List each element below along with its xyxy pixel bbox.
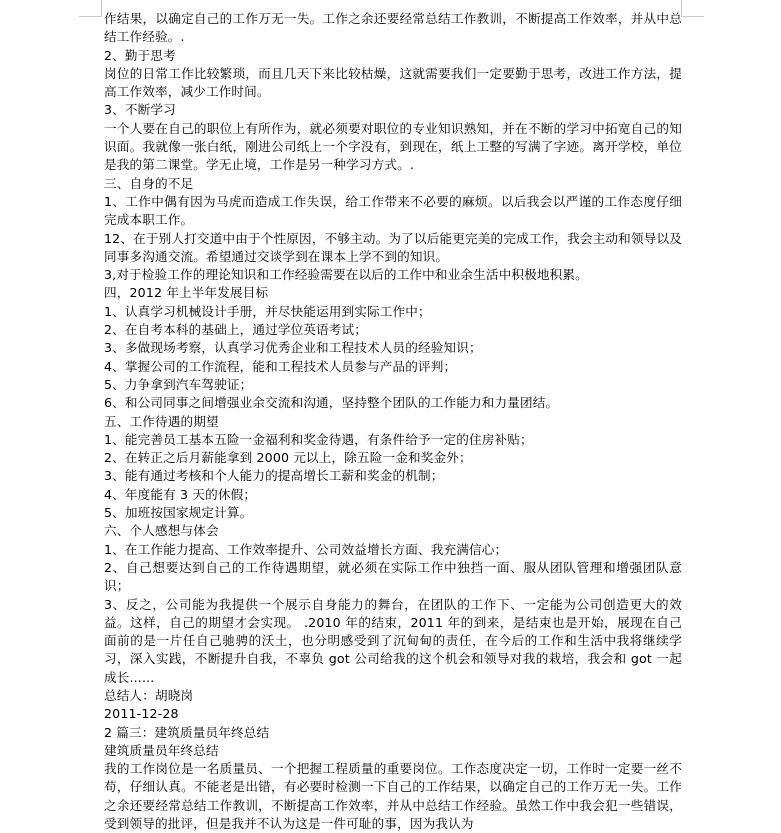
page-corner-mark-left [79,0,102,17]
list-item: 1、在工作能力提高、工作效率提升、公司效益增长方面、我充满信心； [104,541,508,557]
list-item: 1、能完善员工基本五险一金福利和奖金待遇，有条件给予一定的住房补贴； [104,431,533,447]
paragraph: 一个人要在自己的职位上有所作为，就必须要对职位的专业知识熟知，并在不断的学习中拓宽自己的知识面。我就像一张白纸，刚进公司纸上一个字没有，到现在，纸上工整的写满了字迹。离开学校，单位是我的第二课堂。学无止境，工作是另一种学习方式。. [104,120,682,173]
section-heading-reflections: 六、个人感想与体会 [104,523,219,539]
author-line: 总结人：胡晓岗 [104,687,194,703]
page-corner-mark-right [681,0,704,17]
section-heading-expectations: 五、工作待遇的期望 [104,413,219,429]
list-item: 2、在转正之后月薪能拿到 2000 元以上，除五险一金和奖金外； [104,450,472,466]
list-item: 12、在于别人打交道中由于个性原因，不够主动。为了以后能更完美的完成工作，我会主动和领导以及同事多沟通交流。希望通过交谈学到在课本上学不到的知识。 [104,230,682,264]
list-item: 6、和公司同事之间增强业余交流和沟通，坚持整个团队的工作能力和力量团结。 [104,395,559,411]
article-heading: 2 篇三：建筑质量员年终总结 [104,724,270,740]
section-heading-shortcomings: 三、自身的不足 [104,175,194,191]
list-item: 4、掌握公司的工作流程，能和工程技术人员参与产品的评判； [104,358,457,374]
list-item: 1、认真学习机械设计手册，并尽快能运用到实际工作中； [104,303,431,319]
paragraph: 作结果，以确定自己的工作万无一失。工作之余还要经常总结工作教训，不断提高工作效率，并从中总结工作经验。. [104,11,682,45]
list-item: 3、能有通过考核和个人能力的提高增长工薪和奖金的机制； [104,468,444,484]
heading-diligent-thinking: 2、勤于思考 [104,47,176,63]
section-heading-goals: 四，2012 年上半年发展目标 [104,285,269,301]
article-title: 建筑质量员年终总结 [104,742,219,758]
list-item: 3、多做现场考察，认真学习优秀企业和工程技术人员的经验知识； [104,340,482,356]
list-item: 4、年度能有 3 天的休假； [104,486,257,502]
list-item: 3、反之，公司能为我提供一个展示自身能力的舞台，在团队的工作下、一定能为公司创造更大的效益。这样，自己的期望才会实现。 .2010 年的结束，2011 年的到来，是结束也是开始，展现在自己面前的是一片任自己驰骋的沃土，也分明感受到了沉甸甸的责任，在今后的工作和生活中我将继续学习，深入实践，不断提升自我，不辜负 got 公司给我的这个机会和领导对我的栽培，我会和 got 一起成长...... [104,596,682,685]
list-item: 2、在自考本科的基础上，通过学位英语考试； [104,322,368,338]
paragraph: 岗位的日常工作比较繁琐，而且几天下来比较枯燥，这就需要我们一定要勤于思考，改进工作方法，提高工作效率，减少工作时间。 [104,65,682,100]
paragraph: 我的工作岗位是一名质量员、一个把握工程质量的重要岗位。工作态度决定一切，工作时一定要一丝不苟，仔细认真。不能老是出错，有必要时检测一下自己的工作结果，以确定自己的工作万无一失。工作之余还要经常总结工作教训，不断提高工作效率，并从中总结工作经验。虽然工作中我会犯一些错误，受到领导的批评，但是我并不认为这是一件可耻的事，因为我认为 [104,761,682,832]
document-body [104,10,682,833]
heading-continuous-learning: 3、不断学习 [104,102,176,118]
list-item: 2、自己想要达到自己的工作待遇期望，就必须在实际工作中独挡一面、服从团队管理和增强团队意识； [104,559,682,594]
list-item: 3,对于检验工作的理论知识和工作经验需要在以后的工作中和业余生活中积极地积累。 [104,267,588,283]
date-line: 2011-12-28 [104,706,179,722]
list-item: 5、力争拿到汽车驾驶证； [104,376,253,392]
list-item: 5、加班按国家规定计算。 [104,505,253,521]
list-item: 1、工作中偶有因为马虎而造成工作失误，给工作带来不必要的麻烦。以后我会以严谨的工作态度仔细完成本职工作。 [104,193,682,228]
